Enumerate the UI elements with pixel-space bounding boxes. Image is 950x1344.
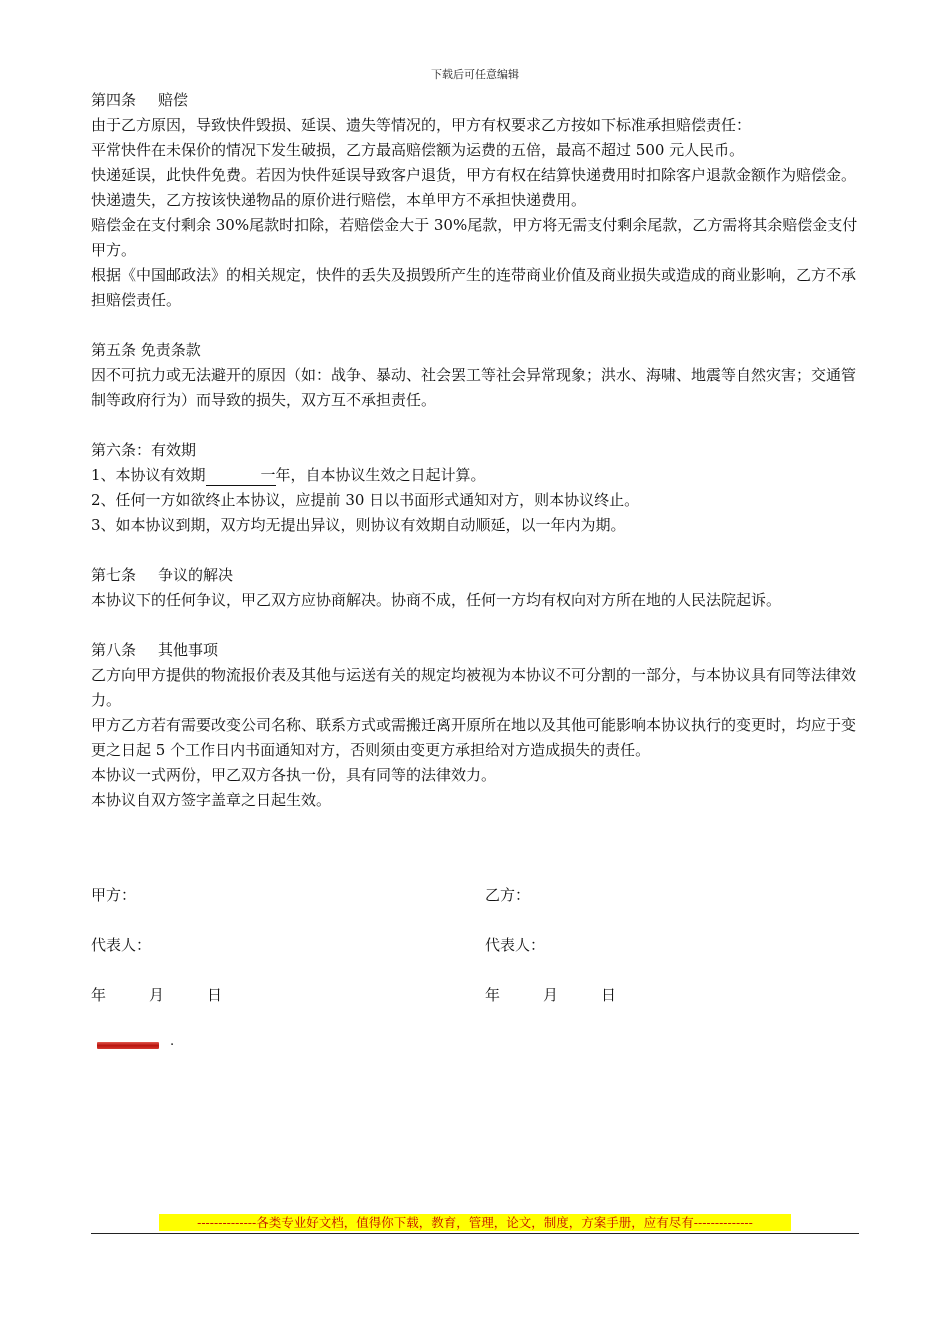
header-note: 下载后可任意编辑 — [431, 68, 519, 81]
section-7-para: 本协议下的任何争议，甲乙双方应协商解决。协商不成，任何一方均有权向对方所在地的人民法院起诉。 — [91, 591, 782, 609]
section-4-title: 赔偿 — [158, 91, 189, 109]
section-7-number: 第七条 — [91, 566, 137, 584]
section-4-para: 赔偿金在支付剩余 30%尾款时扣除，若赔偿金大于 30%尾款，甲方将无需支付剩余尾款，乙方需将其余赔偿金支付甲方。 — [91, 216, 858, 259]
day-label: 日 — [601, 986, 617, 1004]
month-label: 月 — [149, 986, 165, 1004]
section-8-para: 甲方乙方若有需要改变公司名称、联系方式或需搬迁离开原所在地以及其他可能影响本协议执行的变更时，均应于变更之日起 5 个工作日内书面通知对方，否则须由变更方承担给对方造成损失的责任。 — [91, 716, 857, 759]
section-5-heading: 第五条 免责条款 — [91, 341, 201, 359]
signature-block — [91, 884, 861, 1034]
date-b — [485, 984, 616, 1005]
section-4-para: 快递延误，此快件免费。若因为快件延误导致客户退货，甲方有权在结算快递费用时扣除客户退款金额作为赔偿金。 — [91, 166, 857, 184]
section-4-para: 平常快件在未保价的情况下发生破损，乙方最高赔偿额为运费的五倍，最高不超过 500 元人民币。 — [91, 141, 745, 159]
section-7 — [91, 563, 861, 613]
section-8-para: 本协议自双方签字盖章之日起生效。 — [91, 791, 332, 809]
red-stamp-mark — [97, 1042, 159, 1049]
year-label: 年 — [91, 986, 107, 1004]
section-6-item-3: 3、如本协议到期，双方均无提出异议，则协议有效期自动顺延，以一年内为期。 — [91, 516, 626, 534]
section-7-heading — [91, 563, 861, 588]
party-b-label: 乙方： — [485, 886, 531, 904]
month-label: 月 — [543, 986, 559, 1004]
rep-a-label: 代表人： — [91, 936, 152, 954]
section-6-item-2: 2、任何一方如欲终止本协议，应提前 30 日以书面形式通知对方，则本协议终止。 — [91, 491, 640, 509]
footer-divider — [91, 1233, 859, 1234]
section-8-number: 第八条 — [91, 641, 137, 659]
date-a — [91, 984, 222, 1005]
section-7-title: 争议的解决 — [158, 566, 234, 584]
item-1-prefix: 1、本协议有效期 — [91, 466, 206, 484]
section-6-item-1 — [91, 463, 861, 488]
rep-b-label: 代表人： — [485, 936, 546, 954]
section-5-para: 因不可抗力或无法避开的原因（如：战争、暴动、社会罢工等社会异常现象；洪水、海啸、地震等自然灾害；交通管制等政府行为）而导致的损失，双方互不承担责任。 — [91, 366, 857, 409]
document-body — [91, 88, 861, 838]
section-6 — [91, 438, 861, 538]
section-8-para: 本协议一式两份，甲乙双方各执一份，具有同等的法律效力。 — [91, 766, 497, 784]
section-8-heading — [91, 638, 861, 663]
party-a-label: 甲方： — [91, 886, 137, 904]
representative-row — [91, 934, 861, 984]
section-8 — [91, 638, 861, 813]
section-4 — [91, 88, 861, 313]
section-5 — [91, 338, 861, 413]
section-8-para: 乙方向甲方提供的物流报价表及其他与运送有关的规定均被视为本协议不可分割的一部分，与本协议具有同等法律效力。 — [91, 666, 857, 709]
section-8-title: 其他事项 — [158, 641, 219, 659]
footer-banner: --------------各类专业好文档，值得你下载，教育，管理，论文，制度，方案手册，应有尽有-------------- — [159, 1214, 791, 1231]
year-label: 年 — [485, 986, 501, 1004]
section-4-number: 第四条 — [91, 91, 137, 109]
party-row — [91, 884, 861, 934]
day-label: 日 — [207, 986, 223, 1004]
item-1-suffix: 年，自本协议生效之日起计算。 — [275, 466, 486, 484]
section-4-para: 根据《中国邮政法》的相关规定，快件的丢失及损毁所产生的连带商业价值及商业损失或造成的商业影响，乙方不承担赔偿责任。 — [91, 266, 857, 309]
section-4-para: 由于乙方原因，导致快件毁损、延误、遗失等情况的，甲方有权要求乙方按如下标准承担赔偿责任： — [91, 116, 752, 134]
date-row — [91, 984, 861, 1034]
section-6-heading: 第六条：有效期 — [91, 441, 197, 459]
section-4-para: 快递遗失，乙方按该快递物品的原价进行赔偿，本单甲方不承担快递费用。 — [91, 191, 587, 209]
section-4-heading — [91, 88, 861, 113]
stamp-dot: . — [170, 1034, 175, 1049]
term-blank: 一 — [206, 466, 276, 486]
